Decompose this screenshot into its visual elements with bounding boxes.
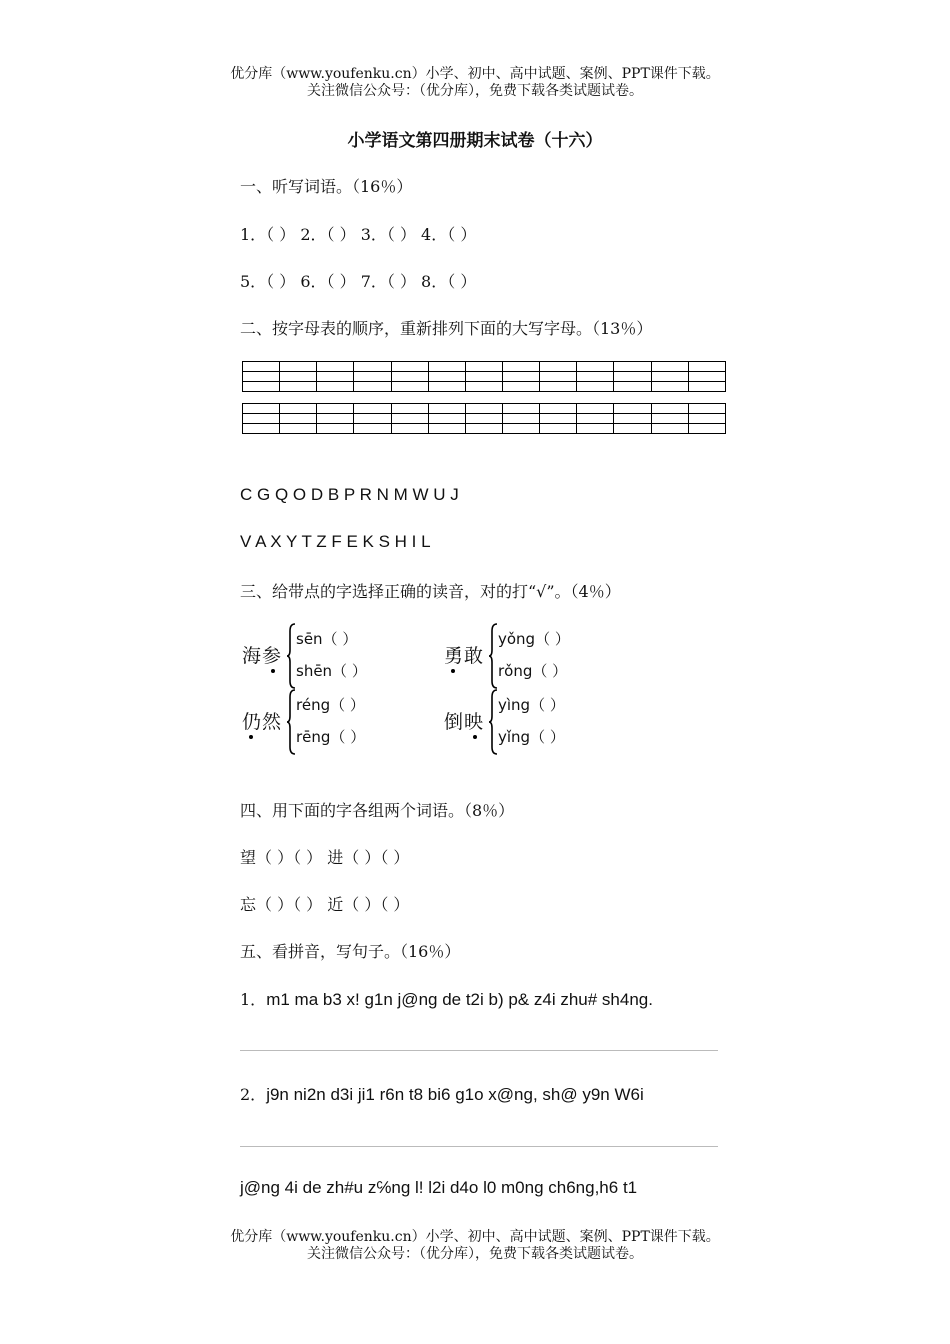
emphasis-dot	[451, 669, 455, 673]
grid-cell	[280, 404, 317, 414]
pinyin-group-4	[444, 689, 604, 759]
footer-line-2: 关注微信公众号：（优分库），免费下载各类试题试卷。	[307, 1246, 643, 1262]
grid-cell	[614, 372, 651, 382]
grid-cell	[688, 362, 725, 372]
letters-row-2: V A X Y T Z F E K S H I L	[240, 532, 431, 551]
grid-cell	[688, 372, 725, 382]
pinyin-sentence-3: j@ng 4i de zh#u z℅ng l! l2i d4o l0 m0ng ch6ng,h6 t1	[240, 1178, 638, 1197]
grid-cell	[540, 362, 577, 372]
writing-grid-2	[242, 403, 726, 434]
grid-cell	[354, 424, 391, 434]
grid-cell	[243, 414, 280, 424]
grid-cell	[243, 362, 280, 372]
grid-cell	[428, 404, 465, 414]
grid-cell	[614, 424, 651, 434]
section-2-heading: 二、按字母表的顺序，重新排列下面的大写字母。（13％）	[240, 319, 653, 338]
grid-row	[243, 362, 726, 372]
grid-cell	[465, 404, 502, 414]
grid-cell	[465, 372, 502, 382]
grid-cell	[428, 414, 465, 424]
emphasis-dot	[473, 735, 477, 739]
grid-cell	[465, 414, 502, 424]
grid-cell	[391, 414, 428, 424]
pinyin-text: j9n ni2n d3i ji1 r6n t8 bi6 g1o x@ng, sh@ y9n W6i	[266, 1085, 644, 1104]
grid-cell	[577, 372, 614, 382]
grid-cell	[540, 404, 577, 414]
grid-cell	[317, 424, 354, 434]
grid-cell	[391, 424, 428, 434]
grid-cell	[614, 382, 651, 392]
grid-cell	[651, 414, 688, 424]
grid-cell	[391, 372, 428, 382]
item-number: 2．	[240, 1085, 267, 1104]
pinyin-group-word: 勇敢	[444, 645, 485, 667]
grid-cell	[243, 424, 280, 434]
section-4-heading: 四、用下面的字各组两个词语。（8％）	[240, 801, 515, 820]
pinyin-group-2	[444, 623, 604, 693]
grid-row	[243, 404, 726, 414]
grid-cell	[502, 382, 539, 392]
brace-icon	[286, 623, 296, 689]
grid-cell	[428, 362, 465, 372]
grid-cell	[540, 382, 577, 392]
grid-cell	[688, 424, 725, 434]
pinyin-group-word: 仍然	[242, 711, 283, 733]
letters-row-1: C G Q O D B P R N M W U J	[240, 485, 459, 504]
grid-cell	[354, 414, 391, 424]
pinyin-group-3	[242, 689, 402, 759]
grid-cell	[465, 362, 502, 372]
brace-icon	[488, 689, 498, 755]
grid-cell	[280, 382, 317, 392]
grid-cell	[614, 414, 651, 424]
grid-cell	[502, 404, 539, 414]
grid-cell	[354, 362, 391, 372]
grid-cell	[651, 382, 688, 392]
grid-cell	[317, 362, 354, 372]
grid-cell	[614, 404, 651, 414]
grid-cell	[243, 372, 280, 382]
grid-row	[243, 382, 726, 392]
grid-cell	[688, 414, 725, 424]
grid-cell	[317, 414, 354, 424]
grid-cell	[577, 414, 614, 424]
grid-cell	[428, 382, 465, 392]
grid-cell	[391, 404, 428, 414]
pinyin-group-1	[242, 623, 402, 693]
grid-cell	[651, 362, 688, 372]
grid-cell	[280, 414, 317, 424]
pinyin-text: m1 ma b3 x! g1n j@ng de t2i b) p& z4i zhu# sh4ng.	[266, 990, 653, 1009]
header-line-1: 优分库（www.youfenku.cn）小学、初中、高中试题、案例、PPT课件下载。	[230, 66, 720, 82]
grid-cell	[317, 382, 354, 392]
grid-row	[243, 414, 726, 424]
grid-cell	[317, 372, 354, 382]
grid-cell	[502, 424, 539, 434]
pinyin-sentence-1	[240, 987, 653, 1010]
grid-cell	[651, 424, 688, 434]
grid-cell	[428, 372, 465, 382]
header-line-2: 关注微信公众号：（优分库），免费下载各类试题试卷。	[307, 83, 643, 99]
grid-cell	[614, 362, 651, 372]
grid-cell	[280, 372, 317, 382]
grid-cell	[243, 382, 280, 392]
grid-cell	[502, 362, 539, 372]
word-build-row-2: 忘（ ）（ ） 近（ ）（ ）	[240, 895, 410, 914]
grid-cell	[540, 414, 577, 424]
section-5-heading: 五、看拼音，写句子。（16％）	[240, 942, 461, 961]
grid-cell	[577, 424, 614, 434]
pinyin-option: sēn（ ）	[296, 630, 358, 648]
grid-cell	[502, 414, 539, 424]
pinyin-group-word: 海参	[242, 645, 283, 667]
section-3-heading: 三、给带点的字选择正确的读音，对的打“√”。（4％）	[240, 582, 621, 601]
grid-cell	[280, 424, 317, 434]
page-header	[0, 66, 950, 100]
grid-cell	[540, 372, 577, 382]
pinyin-sentence-2	[240, 1082, 644, 1105]
grid-cell	[688, 404, 725, 414]
item-number: 1．	[240, 990, 267, 1009]
grid-cell	[688, 382, 725, 392]
page-footer	[0, 1229, 950, 1263]
pinyin-group-word: 倒映	[444, 711, 485, 733]
pinyin-option: yǐng（ ）	[498, 728, 565, 746]
page-title: 小学语文第四册期末试卷（十六）	[347, 131, 603, 151]
grid-cell	[502, 372, 539, 382]
grid-cell	[391, 362, 428, 372]
grid-cell	[354, 382, 391, 392]
grid-cell	[317, 404, 354, 414]
dictation-row-1: 1．（ ） 2．（ ） 3．（ ） 4．（ ）	[240, 225, 477, 244]
section-1-heading: 一、听写词语。（16％）	[240, 177, 413, 196]
word-build-row-1: 望（ ）（ ） 进（ ）（ ）	[240, 848, 410, 867]
pinyin-option: yǒng（ ）	[498, 630, 570, 648]
grid-cell	[465, 424, 502, 434]
grid-cell	[465, 382, 502, 392]
brace-icon	[286, 689, 296, 755]
footer-line-1: 优分库（www.youfenku.cn）小学、初中、高中试题、案例、PPT课件下载。	[230, 1229, 720, 1245]
grid-cell	[354, 404, 391, 414]
pinyin-option: rǒng（ ）	[498, 662, 568, 680]
emphasis-dot	[249, 735, 253, 739]
grid-row	[243, 424, 726, 434]
grid-cell	[428, 424, 465, 434]
grid-cell	[651, 404, 688, 414]
grid-cell	[280, 362, 317, 372]
grid-cell	[354, 372, 391, 382]
pinyin-option: rēng（ ）	[296, 728, 366, 746]
grid-cell	[540, 424, 577, 434]
answer-line-1	[240, 1050, 718, 1051]
pinyin-option: shēn（ ）	[296, 662, 367, 680]
grid-cell	[577, 382, 614, 392]
writing-grid-1	[242, 361, 726, 392]
brace-icon	[488, 623, 498, 689]
answer-line-2	[240, 1146, 718, 1147]
grid-cell	[391, 382, 428, 392]
emphasis-dot	[271, 669, 275, 673]
grid-cell	[243, 404, 280, 414]
grid-row	[243, 372, 726, 382]
grid-cell	[577, 362, 614, 372]
pinyin-option: réng（ ）	[296, 696, 365, 714]
grid-cell	[651, 372, 688, 382]
pinyin-option: yìng（ ）	[498, 696, 565, 714]
dictation-row-2: 5．（ ） 6．（ ） 7．（ ） 8．（ ）	[240, 272, 477, 291]
grid-cell	[577, 404, 614, 414]
